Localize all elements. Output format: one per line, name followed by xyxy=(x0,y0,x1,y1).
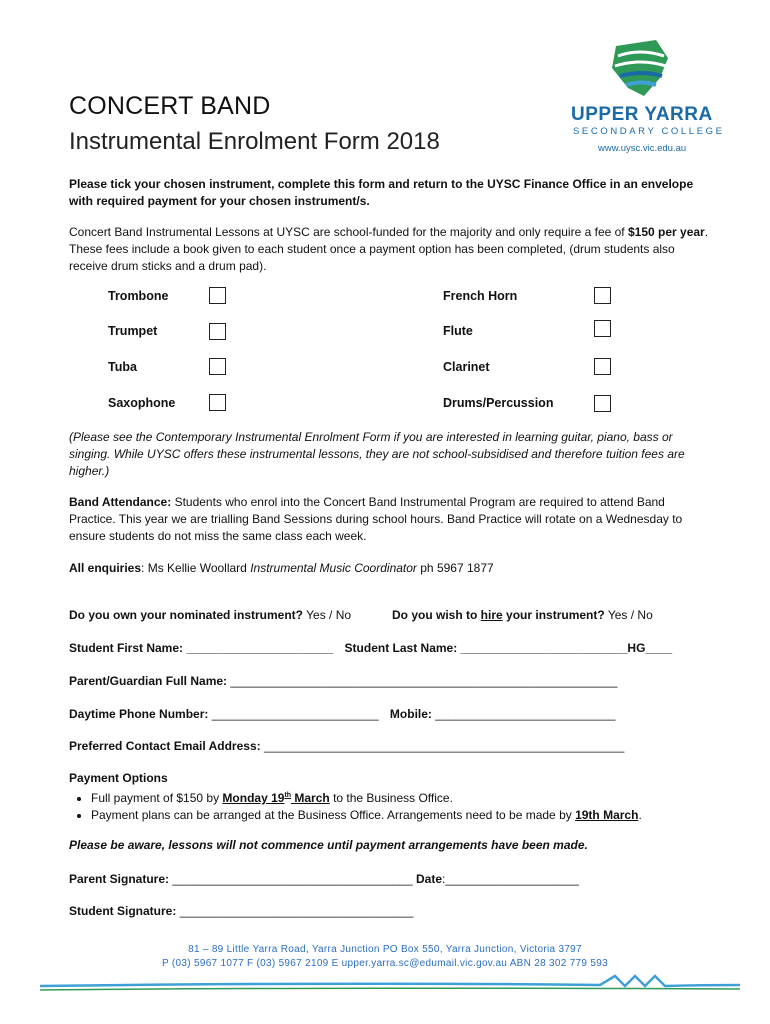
mobile-label: Mobile: xyxy=(389,707,432,721)
college-logo-icon xyxy=(568,38,718,158)
enquiries-name: : Ms Kellie Woollard xyxy=(141,561,251,575)
footer-address: 81 – 89 Little Yarra Road, Yarra Junction PO Box 550, Yarra Junction, Victoria 3797 xyxy=(188,944,582,955)
form-title: CONCERT BAND xyxy=(69,92,271,120)
parent-name-field[interactable]: __________________________________________________________ xyxy=(230,674,618,688)
payment-option-plan-text: Payment plans can be arranged at the Business Office. Arrangements need to be made by xyxy=(91,808,576,822)
instrument-label-french-horn: French Horn xyxy=(443,289,518,303)
college-url: www.uysc.vic.edu.au xyxy=(598,143,687,154)
payment-full-date: Monday 19 xyxy=(222,791,285,805)
instrument-label-trumpet: Trumpet xyxy=(108,324,158,338)
footer-contact: P (03) 5967 1077 F (03) 5967 2109 E upper.yarra.sc@edumail.vic.gov.au ABN 28 302 779 593 xyxy=(162,958,608,969)
footer-wave-icon xyxy=(40,972,740,994)
checkbox-trombone[interactable] xyxy=(209,287,226,304)
payment-option-full-end: to the Business Office. xyxy=(329,791,453,805)
first-name-label: Student First Name: xyxy=(69,641,184,655)
attendance-text: Students who enrol into the Concert Band Instrumental Program are required to attend Band Practice. This year we are trialling Band Sessions during school hours. Band Practice will rotate on a Wednesday to ensure students do not miss the same class each week. xyxy=(69,495,683,543)
payment-option-full-text: Full payment of $150 by xyxy=(91,791,223,805)
student-signature-field[interactable]: ___________________________________ xyxy=(179,904,414,918)
college-name: UPPER YARRA xyxy=(571,104,713,125)
payment-options-list xyxy=(69,787,731,824)
instrument-label-clarinet: Clarinet xyxy=(443,360,490,374)
instrument-label-flute: Flute xyxy=(443,324,473,338)
fee-text-1: Concert Band Instrumental Lessons at UYSC are school-funded for the majority and only require a fee of xyxy=(69,225,625,239)
hire-question-text-1: Do you wish to xyxy=(392,608,481,622)
enquiries-line xyxy=(69,560,709,577)
hg-label: HG xyxy=(627,641,646,655)
checkbox-flute[interactable] xyxy=(594,320,611,337)
payment-heading: Payment Options xyxy=(69,771,168,785)
checkbox-tuba[interactable] xyxy=(209,358,226,375)
date-label: Date xyxy=(415,872,442,886)
checkbox-trumpet[interactable] xyxy=(209,323,226,340)
email-field[interactable]: ______________________________________________________ xyxy=(263,739,625,753)
email-row xyxy=(69,739,624,753)
payment-option-plan xyxy=(91,807,731,824)
first-name-field[interactable]: ______________________ xyxy=(186,641,334,655)
hg-field[interactable]: ____ xyxy=(645,641,673,655)
student-name-row xyxy=(69,641,672,655)
own-question-text: Do you own your nominated instrument? xyxy=(69,608,303,622)
attendance-label: Band Attendance: xyxy=(69,495,172,509)
hire-question-text-2: your instrument? xyxy=(502,608,605,622)
payment-full-month: March xyxy=(291,791,330,805)
checkbox-clarinet[interactable] xyxy=(594,358,611,375)
enquiries-label: All enquiries xyxy=(69,561,142,575)
fee-amount: $150 per year xyxy=(627,225,705,239)
last-name-label: Student Last Name: xyxy=(344,641,458,655)
daytime-phone-label: Daytime Phone Number: xyxy=(69,707,209,721)
own-answer-options[interactable]: Yes / No xyxy=(306,608,352,622)
mobile-field[interactable]: ___________________________ xyxy=(435,707,616,721)
checkbox-drums[interactable] xyxy=(594,395,611,412)
instrument-label-saxophone: Saxophone xyxy=(108,396,176,410)
attendance-paragraph xyxy=(69,494,709,545)
hire-instrument-question xyxy=(392,608,653,622)
instrument-label-drums: Drums/Percussion xyxy=(443,396,554,410)
instruction-text: Please tick your chosen instrument, complete this form and return to the UYSC Finance Office in an envelope with required payment for your chosen instrument/s. xyxy=(69,177,694,208)
payment-option-plan-end: . xyxy=(638,808,642,822)
fee-paragraph xyxy=(69,224,709,275)
last-name-field[interactable]: _________________________ xyxy=(460,641,628,655)
daytime-phone-field[interactable]: _________________________ xyxy=(211,707,379,721)
email-label: Preferred Contact Email Address: xyxy=(69,739,261,753)
checkbox-french-horn[interactable] xyxy=(594,287,611,304)
parent-name-row xyxy=(69,674,617,688)
form-subtitle: Instrumental Enrolment Form 2018 xyxy=(69,128,440,155)
parent-name-label: Parent/Guardian Full Name: xyxy=(69,674,228,688)
payment-warning: Please be aware, lessons will not commence until payment arrangements have been made. xyxy=(69,838,588,852)
phone-row xyxy=(69,707,615,721)
payment-plan-date: 19th March xyxy=(575,808,639,822)
parent-signature-label: Parent Signature: xyxy=(69,872,170,886)
hire-question-hire: hire xyxy=(480,608,503,622)
checkbox-saxophone[interactable] xyxy=(209,394,226,411)
instrument-label-tuba: Tuba xyxy=(108,360,137,374)
payment-option-full xyxy=(91,787,731,807)
own-instrument-question xyxy=(69,608,351,622)
enquiries-role: Instrumental Music Coordinator xyxy=(250,561,417,575)
enquiries-phone: ph 5967 1877 xyxy=(416,561,494,575)
hire-answer-options[interactable]: Yes / No xyxy=(607,608,653,622)
college-subtitle: SECONDARY COLLEGE xyxy=(573,126,725,137)
parent-signature-field[interactable]: ____________________________________ xyxy=(172,872,413,886)
student-signature-label: Student Signature: xyxy=(69,904,177,918)
student-signature-row xyxy=(69,904,413,918)
payment-full-date-suffix: th xyxy=(284,792,292,799)
date-field[interactable]: :____________________ xyxy=(442,872,579,886)
instrument-label-trombone: Trombone xyxy=(108,289,169,303)
contemporary-note: (Please see the Contemporary Instrumental Enrolment Form if you are interested in learning guitar, piano, bass or singing. While UYSC offers these instrumental lessons, they are not school-subsidised and therefore tuition fees are higher.) xyxy=(69,430,685,478)
fee-text-2: . These fees include a book given to each student once a payment option has been completed, (drum students also receive drum sticks and a drum pad). xyxy=(69,225,709,273)
parent-signature-row xyxy=(69,872,579,886)
